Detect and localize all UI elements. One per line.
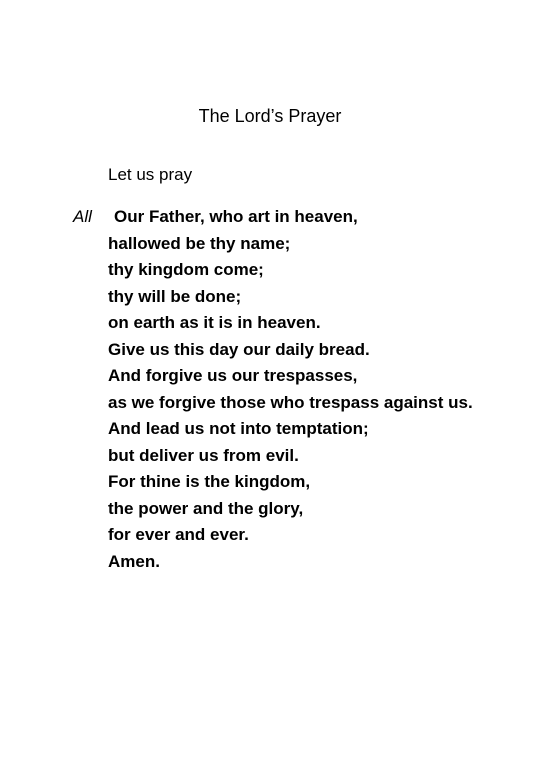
prayer-line: Amen. bbox=[108, 551, 160, 571]
prayer-line: And forgive us our trespasses, bbox=[108, 366, 358, 385]
prayer-line: thy kingdom come; bbox=[108, 260, 264, 279]
prayer-line: for ever and ever. bbox=[108, 525, 249, 544]
prayer-line: hallowed be thy name; bbox=[108, 233, 291, 253]
prayer-line: Give us this day our daily bread. bbox=[108, 339, 370, 359]
prayer-text bbox=[108, 204, 473, 575]
page-title: The Lord’s Prayer bbox=[198, 106, 342, 126]
prayer-line: And lead us not into temptation; bbox=[108, 419, 369, 438]
prayer-line: For thine is the kingdom, bbox=[108, 472, 311, 491]
prayer-line: the power and the glory, bbox=[108, 498, 304, 518]
prayer-line: on earth as it is in heaven. bbox=[108, 313, 321, 332]
prayer-line: as we forgive those who trespass against us. bbox=[108, 392, 473, 412]
prayer-line: but deliver us from evil. bbox=[108, 445, 299, 465]
prayer-line: thy will be done; bbox=[108, 286, 242, 306]
intro-text: Let us pray bbox=[108, 165, 193, 184]
prayer-line: Our Father, who art in heaven, bbox=[114, 207, 358, 226]
speaker-label: All bbox=[73, 207, 92, 226]
